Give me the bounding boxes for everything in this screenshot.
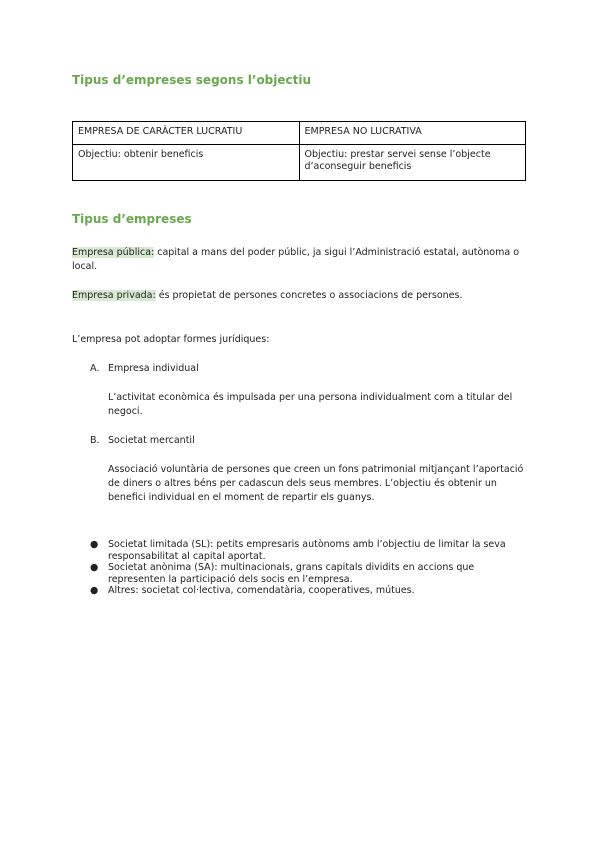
bullet-list (72, 539, 528, 597)
list-marker: B. (90, 435, 100, 446)
table-header-cell: EMPRESA DE CARÀCTER LUCRATIU (73, 122, 300, 145)
list-item (72, 562, 528, 585)
table-header-row (73, 122, 526, 145)
heading-types: Tipus d’empreses (72, 212, 192, 226)
list-item (72, 585, 528, 597)
list-marker: A. (90, 363, 100, 374)
form-title: Empresa individual (108, 363, 199, 374)
table-cell: Objectiu: prestar servei sense l’objecte d’aconseguir beneficis (299, 145, 526, 181)
paragraph-public (72, 246, 528, 274)
bullet-icon: ● (90, 585, 99, 596)
highlight-label: Empresa pública: (72, 247, 155, 258)
table-row (73, 145, 526, 181)
paragraph-text: és propietat de persones concretes o associacions de persones. (155, 290, 463, 301)
highlight-label: Empresa privada: (72, 290, 156, 301)
comparison-table (72, 121, 526, 181)
paragraph-text: capital a mans del poder públic, ja sigui l’Administració estatal, autònoma o local. (72, 247, 520, 272)
list-item (72, 539, 528, 562)
paragraph-private (72, 289, 528, 303)
forms-intro: L’empresa pot adoptar formes jurídiques: (72, 334, 270, 345)
form-description: L’activitat econòmica és impulsada per una persona individualment com a titular del negoci. (108, 392, 513, 417)
bullet-icon: ● (90, 539, 99, 550)
heading-objective: Tipus d’empreses segons l’objectiu (72, 73, 312, 87)
list-item-text: Societat anònima (SA): multinacionals, grans capitals dividits en accions que representen la participació dels socis en l’empresa. (108, 562, 475, 585)
form-title: Societat mercantil (108, 435, 195, 446)
table-header-cell: EMPRESA NO LUCRATIVA (299, 122, 526, 145)
table-cell: Objectiu: obtenir beneficis (73, 145, 300, 181)
list-item-text: Altres: societat col·lectiva, comendatària, cooperatives, mútues. (108, 585, 415, 596)
list-item-text: Societat limitada (SL): petits empresaris autònoms amb l’objectiu de limitar la seva responsabilitat al capital aportat. (108, 539, 506, 562)
bullet-icon: ● (90, 562, 99, 573)
form-description: Associació voluntària de persones que creen un fons patrimonial mitjançant l’aportació de diners o altres béns per cadascun dels seus membres. L’objectiu és obtenir un benefici individual en el moment de repartir els guanys. (108, 464, 524, 503)
